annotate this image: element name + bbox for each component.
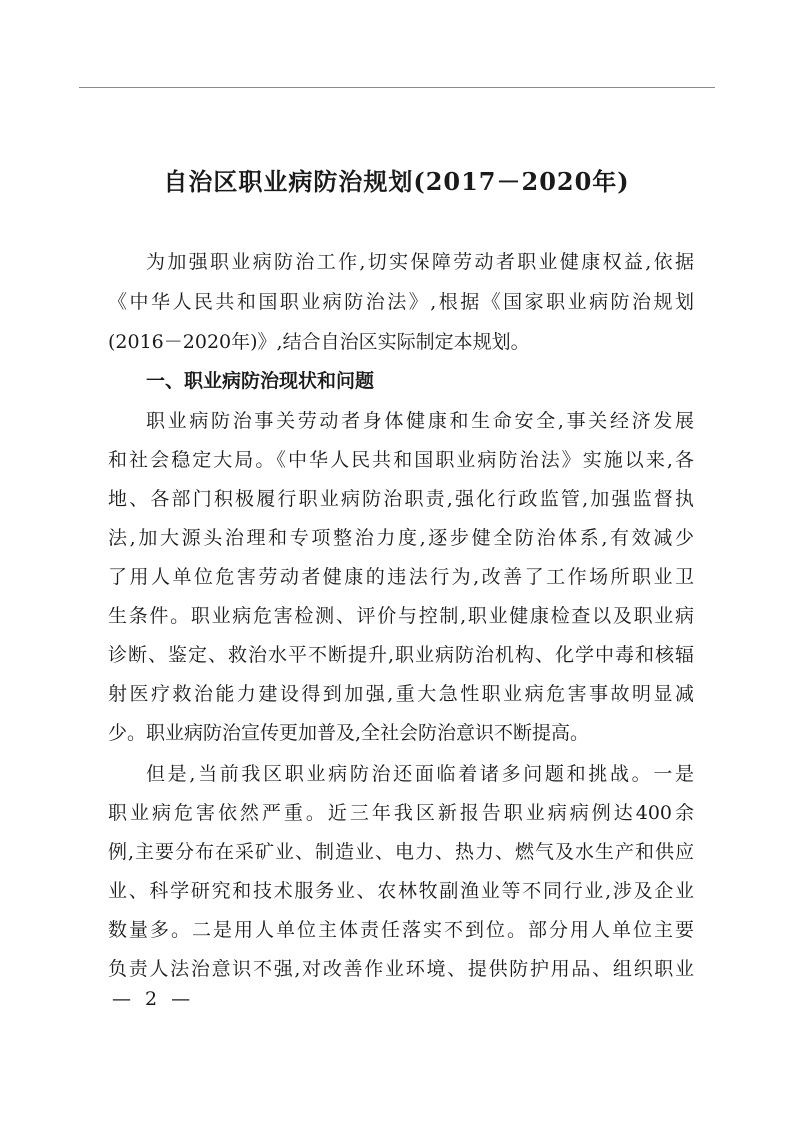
paragraph-line: 例,主要分布在采矿业、制造业、电力、热力、燃气及水生产和供应 — [108, 841, 694, 863]
paragraph-line: 少。职业病防治宣传更加普及,全社会防治意识不断提高。 — [108, 722, 590, 744]
paragraph-line: (2016－2020年)》,结合自治区实际制定本规划。 — [108, 331, 530, 353]
page-number: — 2 — — [112, 988, 195, 1010]
paragraph-line: 但是,当前我区职业病防治还面临着诸多问题和挑战。一是 — [146, 763, 694, 785]
paragraph-line: 和社会稳定大局。《中华人民共和国职业病防治法》实施以来,各 — [108, 449, 694, 471]
paragraph-line: 职业病危害依然严重。近三年我区新报告职业病病例达400余 — [108, 802, 694, 824]
paragraph-line: 负责人法治意识不强,对改善作业环境、提供防护用品、组织职业 — [108, 958, 694, 980]
paragraph-line: 业、科学研究和技术服务业、农林牧副渔业等不同行业,涉及企业 — [108, 880, 694, 902]
paragraph-line: 数量多。二是用人单位主体责任落实不到位。部分用人单位主要 — [108, 919, 694, 941]
document-title: 自治区职业病防治规划(2017－2020年) — [163, 167, 630, 196]
paragraph-line: 诊断、鉴定、救治水平不断提升,职业病防治机构、化学中毒和核辐 — [108, 644, 694, 666]
paragraph-line: 了用人单位危害劳动者健康的违法行为,改善了工作场所职业卫 — [108, 566, 694, 588]
section-heading: 一、职业病防治现状和问题 — [146, 370, 375, 392]
paragraph-line: 为加强职业病防治工作,切实保障劳动者职业健康权益,依据 — [146, 251, 694, 273]
paragraph-line: 生条件。职业病危害检测、评价与控制,职业健康检查以及职业病 — [108, 605, 694, 627]
paragraph-line: 射医疗救治能力建设得到加强,重大急性职业病危害事故明显减 — [108, 683, 694, 705]
paragraph-line: 法,加大源头治理和专项整治力度,逐步健全防治体系,有效减少 — [108, 527, 694, 549]
paragraph-line: 职业病防治事关劳动者身体健康和生命安全,事关经济发展 — [146, 410, 694, 432]
header-rule — [79, 87, 715, 88]
paragraph-line: 《中华人民共和国职业病防治法》,根据《国家职业病防治规划 — [108, 291, 694, 313]
paragraph-line: 地、各部门积极履行职业病防治职责,强化行政监管,加强监督执 — [108, 488, 694, 510]
